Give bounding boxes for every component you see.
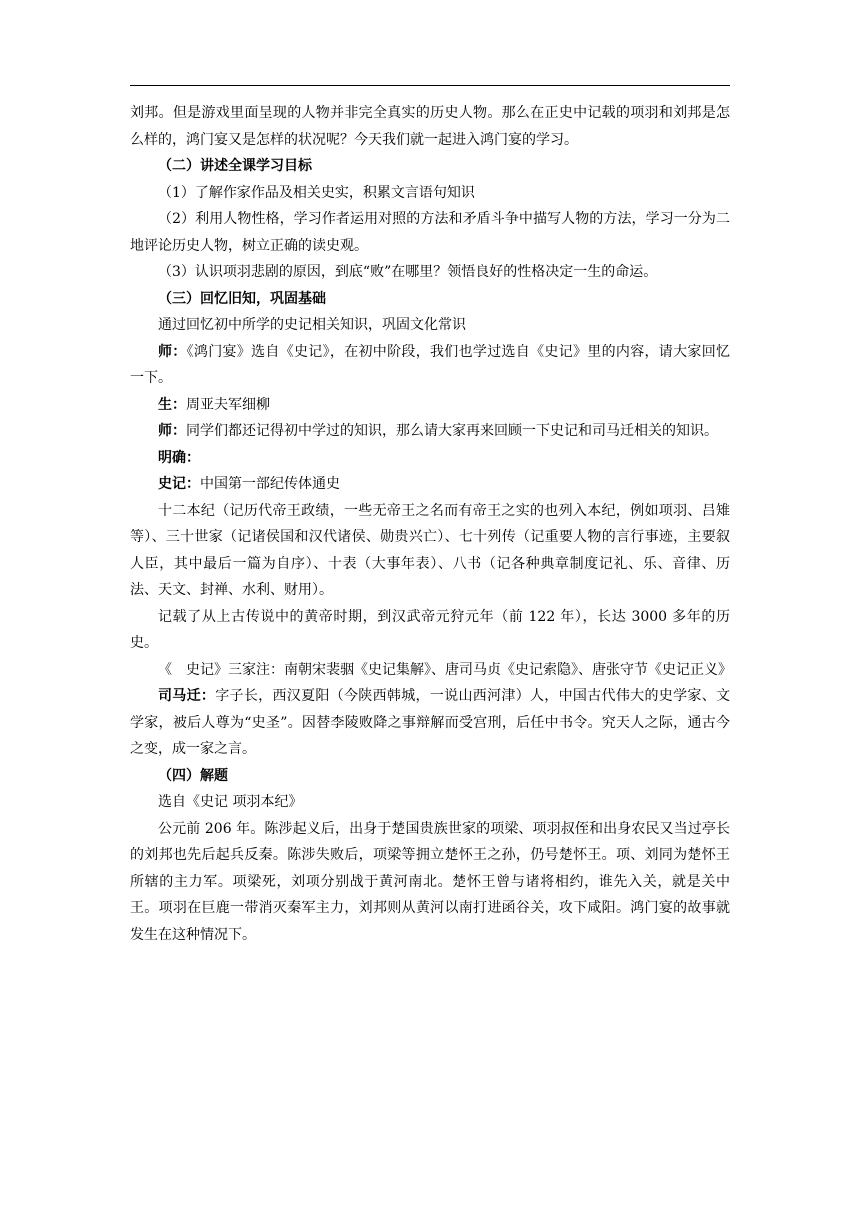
student-label: 生： — [158, 396, 186, 413]
shiji-text: 中国第一部纪传体通史 — [200, 476, 340, 492]
section-heading-2: （二）讲述全课学习目标 — [158, 158, 312, 174]
source-line: 选自《史记 项羽本纪》 — [158, 794, 303, 810]
teacher-label: 师： — [158, 343, 187, 360]
teacher-text: 同学们都还记得初中学过的知识，那么请大家再来回顾一下史记和司马迁相关的知识。 — [186, 423, 718, 439]
teacher-label: 师： — [158, 423, 186, 439]
simaqian-line — [130, 683, 730, 763]
shiji-commentaries: 《 史记》三家注：南朝宋裴骃《史记集解》、唐司马贞《史记索隐》、唐张守节《史记正义》 — [158, 661, 732, 678]
goal-3: （3）认识项羽悲剧的原因，到底“败”在哪里？领悟良好的性格决定一生的命运。 — [158, 264, 658, 280]
teacher-text: 《鸿门宴》选自《史记》，在初中阶段，我们也学过选自《史记》里的内容，请大家回忆一下。 — [130, 343, 731, 386]
section-heading-3: （三）回忆旧知，巩固基础 — [158, 290, 326, 307]
goal-2: （2）利用人物性格，学习作者运用对照的方法和矛盾斗争中描写人物的方法，学习一分为二地评论历史人物，树立正确的读史观。 — [130, 211, 730, 254]
student-text: 周亚夫军细柳 — [186, 396, 270, 413]
document-page — [130, 100, 730, 948]
student-line — [130, 392, 730, 419]
simaqian-label: 司马迁： — [158, 688, 216, 704]
goal-1: （1）了解作家作品及相关史实，积累文言语句知识 — [158, 184, 475, 201]
shiji-label: 史记： — [158, 476, 200, 492]
teacher-line-2 — [130, 418, 730, 445]
header-rule — [130, 85, 730, 86]
shiji-span: 记载了从上古传说中的黄帝时期，到汉武帝元狩元年（前 122 年），长达 3000 多年的历史。 — [130, 608, 730, 651]
teacher-line-1 — [130, 339, 730, 392]
shiji-structure: 十二本纪（记历代帝王政绩，一些无帝王之名而有帝王之实的也列入本纪，例如项羽、吕雉等）、三十世家（记诸侯国和汉代诸侯、勋贵兴亡）、七十列传（记重要人物的言行事迹，主要叙人臣，其中最后一篇为自序）、十表（大事年表）、八书（记各种典章制度记礼、乐、音律、历法、天文、封禅、水利、财用）。 — [130, 502, 730, 598]
background-paragraph: 公元前 206 年。陈涉起义后，出身于楚国贵族世家的项梁、项羽叔侄和出身农民又当过亭长的刘邦也先后起兵反秦。陈涉失败后，项梁等拥立楚怀王之孙，仍号楚怀王。项、刘同为楚怀王所辖的主力军。项梁死，刘项分别战于黄河南北。楚怀王曾与诸将相约，谁先入关，就是关中王。项羽在巨鹿一带消灭秦军主力，刘邦则从黄河以南打进函谷关，攻下咸阳。鸿门宴的故事就发生在这种情况下。 — [130, 820, 730, 943]
intro-paragraph: 刘邦。但是游戏里面呈现的人物并非完全真实的历史人物。那么在正史中记载的项羽和刘邦是怎么样的，鸿门宴又是怎样的状况呢？今天我们就一起进入鸿门宴的学习。 — [130, 105, 730, 148]
shiji-line — [130, 471, 730, 498]
recall-paragraph: 通过回忆初中所学的史记相关知识，巩固文化常识 — [158, 317, 466, 333]
simaqian-text: 字子长，西汉夏阳（今陕西韩城，一说山西河津）人，中国古代伟大的史学家、文学家，被后人尊为“史圣”。因替李陵败降之事辩解而受宫刑，后任中书令。究天人之际，通古今之变，成一家之言。 — [130, 688, 731, 757]
section-heading-4: （四）解题 — [158, 767, 228, 784]
clarify-label: 明确： — [158, 449, 200, 466]
